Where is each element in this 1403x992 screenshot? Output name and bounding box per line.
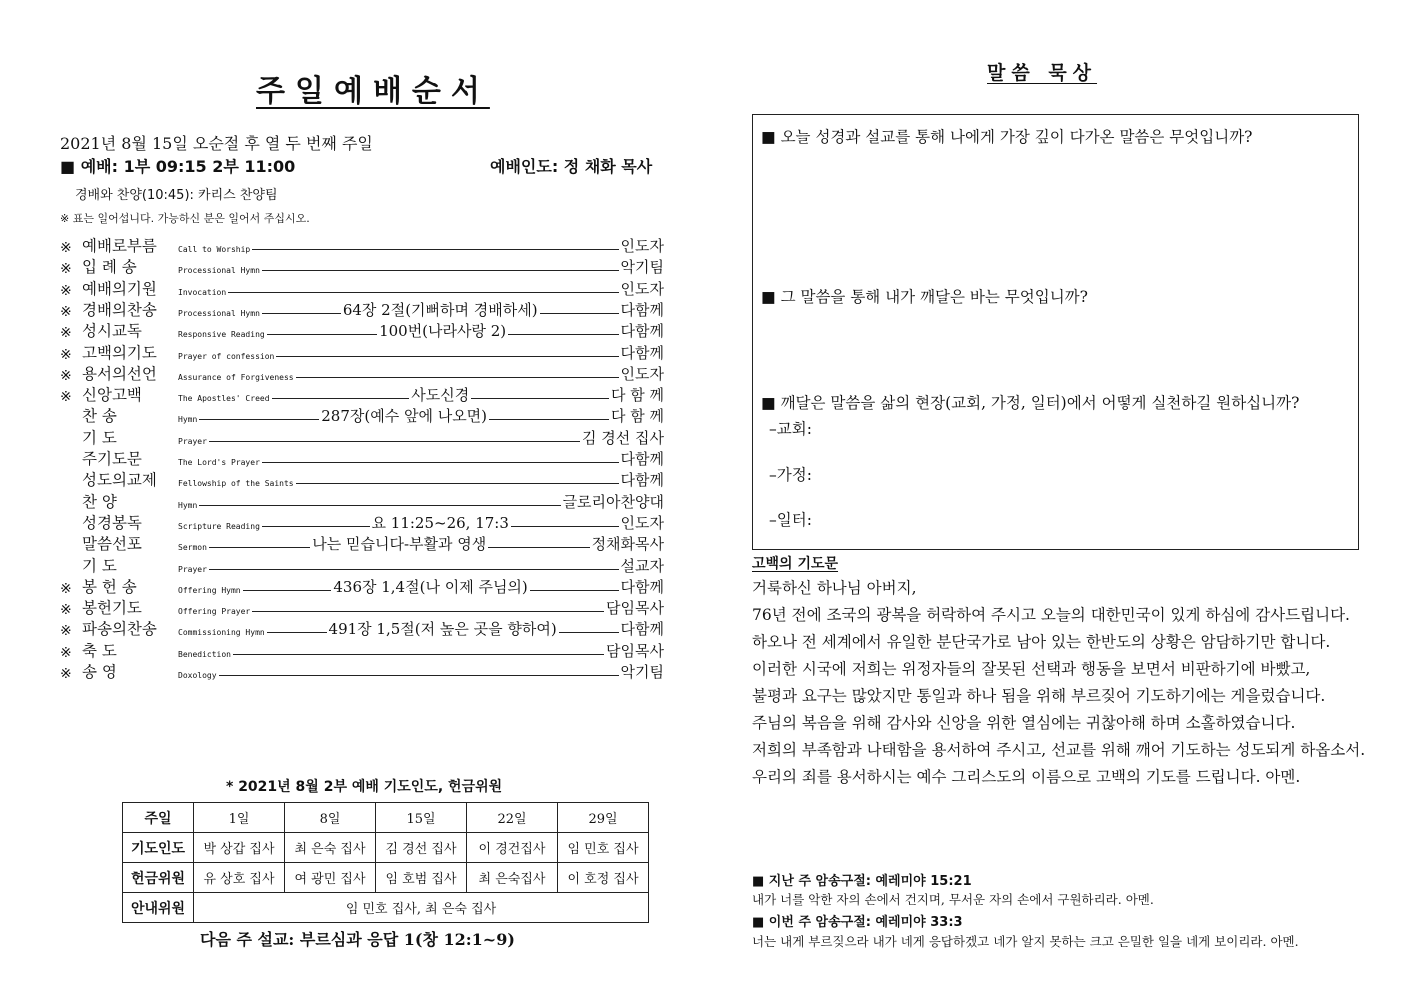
order-item-name: 파송의찬송 (82, 620, 157, 639)
service-date-line: 2021년 8월 15일 오순절 후 열 두 번째 주일 (60, 134, 373, 153)
order-row (60, 618, 664, 639)
order-row (60, 384, 664, 405)
order-item-english: Prayer (178, 564, 207, 574)
order-item-person: 글로리아찬양대 (562, 492, 664, 511)
answer-work-label: –일터: (769, 511, 812, 529)
order-item-name: 봉헌기도 (82, 599, 142, 618)
leader-line (252, 611, 604, 612)
bulletin-title: 주일예배순서 (256, 74, 490, 109)
roster-cell: 유 상호 집사 (194, 863, 285, 893)
leader-line (508, 334, 618, 335)
order-item-person: 악기팀 (620, 258, 664, 277)
leader-line (262, 313, 341, 314)
prayer-line: 주님의 복음을 위해 감사와 신앙을 위한 열심에는 귀찮아해 하며 소홀하였습니다. (752, 714, 1296, 732)
roster-header-cell: 8일 (285, 803, 376, 833)
memory-verse-this-text: 너는 내게 부르짖으라 내가 네게 응답하겠고 네가 알지 못하는 크고 은밀한 일을 네게 보이리라. 아멘. (752, 934, 1299, 949)
roster-cell: 여 광민 집사 (285, 863, 376, 893)
order-item-person: 인도자 (620, 279, 664, 298)
roster-usher-cell: 임 민호 집사, 최 은숙 집사 (194, 893, 649, 923)
leader-line (267, 334, 377, 335)
worship-times: ■ 예배: 1부 09:15 2부 11:00 (60, 157, 296, 176)
order-item-person: 인도자 (620, 513, 664, 532)
leader-line (262, 462, 619, 463)
leader-line (228, 292, 618, 293)
stand-note: ※ 표는 일어섭니다. 가능하신 분은 일어서 주십시오. (60, 212, 310, 225)
order-item-name: 기 도 (82, 428, 117, 447)
roster-cell: 임 민호 집사 (558, 833, 649, 863)
order-item-english: Assurance of Forgiveness (178, 372, 294, 382)
order-item-content: 요 11:25~26, 17:3 (371, 513, 509, 532)
memory-verse-this-heading: ■ 이번 주 암송구절: 예레미야 33:3 (752, 915, 963, 930)
order-item-person: 인도자 (620, 237, 664, 255)
stand-mark: ※ (60, 644, 72, 661)
leader-line (488, 547, 589, 548)
order-item-name: 입 례 송 (82, 258, 137, 277)
order-item-person: 담임목사 (606, 599, 664, 618)
order-item-english: Responsive Reading (178, 330, 265, 340)
roster-header-cell: 주일 (123, 803, 194, 833)
next-sermon: 다음 주 설교: 부르심과 응답 1(창 12:1~9) (200, 930, 515, 949)
leader-line (267, 632, 327, 633)
order-row (60, 405, 664, 426)
order-item-english: Processional Hymn (178, 308, 260, 318)
roster-row-prayer (123, 833, 649, 863)
roster-table (122, 802, 649, 923)
prayer-line: 우리의 죄를 용서하시는 예수 그리스도의 이름으로 고백의 기도를 드립니다. 아멘. (752, 768, 1301, 786)
praise-team-line: 경배와 찬양(10:45): 카리스 찬양팀 (75, 188, 278, 203)
stand-mark: ※ (60, 666, 72, 682)
order-item-content: 100번(나라사랑 2) (379, 322, 507, 341)
order-item-name: 예배로부름 (82, 237, 157, 255)
order-row (60, 256, 664, 277)
roster-caption: * 2021년 8월 2부 예배 기도인도, 헌금위원 (226, 779, 503, 795)
meditation-question-3: ■ 깨달은 말씀을 삶의 현장(교회, 가정, 일터)에서 어떻게 실천하길 원하십니까? (761, 394, 1300, 412)
order-item-person: 다 함 께 (611, 407, 665, 426)
order-item-name: 주기도문 (82, 450, 142, 468)
order-item-english: Hymn (178, 415, 198, 425)
meditation-question-1: ■ 오늘 성경과 설교를 통해 나에게 가장 깊이 다가온 말씀은 무엇입니까? (761, 128, 1253, 146)
roster-cell: 박 상갑 집사 (194, 833, 285, 863)
roster-cell: 김 경선 집사 (376, 833, 467, 863)
order-item-name: 기 도 (82, 556, 117, 575)
order-item-name: 찬 양 (82, 492, 117, 511)
order-item-person: 정채화목사 (591, 535, 665, 554)
leader-line (199, 505, 560, 506)
order-item-english: Commissioning Hymn (178, 628, 265, 638)
order-row (60, 533, 664, 554)
order-item-person: 다함께 (620, 343, 664, 362)
order-item-content: 사도신경 (411, 386, 470, 405)
order-row (60, 342, 664, 363)
order-item-name: 축 도 (82, 641, 117, 660)
roster-row-label: 기도인도 (123, 833, 194, 863)
order-item-english: Benediction (178, 649, 231, 659)
order-item-name: 말씀선포 (82, 535, 142, 554)
order-item-content: 나는 믿습니다-부활과 영생 (312, 535, 487, 554)
prayer-line: 불평과 요구는 많았지만 통일과 하나 됨을 위해 부르짖어 기도하기에는 게을렀습니다. (752, 687, 1326, 705)
order-row (60, 555, 664, 576)
order-row (60, 320, 664, 341)
roster-row-usher (123, 893, 649, 923)
leader-line (233, 654, 604, 655)
roster-cell: 이 호정 집사 (558, 863, 649, 893)
leader-line (296, 377, 619, 378)
order-row (60, 427, 664, 448)
prayer-title: 고백의 기도문 (752, 556, 839, 572)
order-item-name: 경배의찬송 (82, 300, 157, 319)
leader-line (209, 569, 619, 570)
worship-leader: 예배인도: 정 채화 목사 (490, 157, 653, 176)
order-row (60, 576, 664, 597)
leader-line (199, 419, 319, 420)
memory-verse-last-text: 내가 너를 악한 자의 손에서 건지며, 무서운 자의 손에서 구원하리라. 아멘. (752, 892, 1154, 907)
order-row (60, 448, 664, 469)
roster-row-offering (123, 863, 649, 893)
order-item-english: The Apostles' Creed (178, 394, 270, 404)
order-item-name: 고백의기도 (82, 343, 157, 362)
order-item-name: 용서의선언 (82, 364, 157, 383)
order-item-english: Fellowship of the Saints (178, 479, 294, 489)
order-item-name: 신앙고백 (82, 386, 142, 405)
leader-line (262, 270, 619, 271)
order-item-person: 담임목사 (606, 641, 664, 660)
leader-line (209, 441, 580, 442)
prayer-line: 하오나 전 세계에서 유일한 분단국가로 남아 있는 한반도의 상황은 암담하기만 합니다. (752, 633, 1331, 651)
prayer-line: 76년 전에 조국의 광복을 허락하여 주시고 오늘의 대한민국이 있게 하심에 감사드립니다. (752, 606, 1350, 624)
meditation-title: 말씀 묵상 (987, 62, 1098, 84)
order-item-english: Offering Hymn (178, 585, 241, 595)
order-item-name: 성도의교제 (82, 471, 157, 490)
order-row (60, 661, 664, 682)
order-item-english: The Lord's Prayer (178, 458, 260, 467)
order-item-person: 김 경선 집사 (582, 428, 664, 447)
roster-cell: 최 은숙집사 (467, 863, 558, 893)
roster-row-label: 헌금위원 (123, 863, 194, 893)
order-item-english: Prayer of confession (178, 351, 275, 361)
order-item-name: 송 영 (82, 663, 117, 681)
order-item-person: 인도자 (620, 364, 664, 383)
order-row (60, 469, 664, 490)
prayer-line: 거룩하신 하나님 아버지, (752, 579, 917, 597)
order-item-content: 64장 2절(기뻐하며 경배하세) (342, 300, 538, 319)
order-item-name: 봉 헌 송 (82, 577, 137, 596)
leader-line (219, 675, 619, 676)
order-row (60, 363, 664, 384)
memory-verse-last-heading: ■ 지난 주 암송구절: 예레미야 15:21 (752, 874, 972, 889)
stand-mark: ※ (60, 325, 72, 342)
order-item-name: 찬 송 (82, 407, 117, 426)
roster-header-cell: 29일 (558, 803, 649, 833)
leader-line (559, 632, 619, 633)
leader-line (209, 547, 310, 548)
order-item-person: 다함께 (620, 322, 665, 341)
order-item-person: 다함께 (620, 471, 664, 490)
order-item-person: 다함께 (620, 620, 665, 639)
leader-line (243, 590, 332, 591)
answer-home-label: –가정: (769, 466, 812, 484)
order-item-person: 다함께 (620, 450, 664, 468)
order-item-content: 436장 1,4절(나 이제 주님의) (333, 577, 528, 596)
order-item-content: 287장(예수 앞에 나오면) (321, 407, 488, 426)
leader-line (276, 356, 618, 357)
stand-mark: ※ (60, 367, 72, 384)
roster-header-cell: 1일 (194, 803, 285, 833)
roster-row-label: 안내위원 (123, 893, 194, 923)
order-row (60, 640, 664, 661)
roster-cell: 임 호범 집사 (376, 863, 467, 893)
order-item-content: 491장 1,5절(저 높은 곳을 향하여) (328, 620, 557, 639)
order-item-english: Prayer (178, 436, 207, 446)
stand-mark: ※ (60, 389, 72, 406)
stand-mark: ※ (60, 346, 72, 363)
stand-mark: ※ (60, 580, 72, 597)
leader-line (252, 249, 618, 250)
meditation-question-2: ■ 그 말씀을 통해 내가 깨달은 바는 무엇입니까? (761, 288, 1088, 306)
order-row (60, 597, 664, 618)
stand-mark: ※ (60, 282, 72, 299)
order-row (60, 235, 664, 256)
answer-church-label: –교회: (769, 420, 812, 438)
stand-mark: ※ (60, 623, 72, 640)
order-item-name: 성경봉독 (82, 513, 142, 532)
stand-mark: ※ (60, 303, 72, 320)
order-row (60, 491, 664, 512)
order-row (60, 512, 664, 533)
order-item-english: Hymn (178, 500, 198, 510)
order-item-english: Call to Worship (178, 245, 251, 254)
leader-line (471, 398, 609, 399)
order-item-name: 예배의기원 (82, 279, 157, 298)
order-item-person: 다함께 (620, 300, 664, 319)
meditation-box (752, 114, 1359, 550)
order-item-english: Doxology (178, 671, 217, 680)
order-item-person: 악기팀 (620, 663, 664, 681)
order-item-person: 다 함 께 (610, 386, 664, 405)
stand-mark: ※ (60, 602, 72, 619)
stand-mark: ※ (60, 240, 72, 256)
order-item-english: Sermon (178, 543, 207, 553)
stand-mark: ※ (60, 261, 72, 278)
roster-header-cell: 15일 (376, 803, 467, 833)
leader-line (272, 398, 410, 399)
roster-cell: 최 은숙 집사 (285, 833, 376, 863)
order-item-name: 성시교독 (82, 322, 142, 341)
leader-line (489, 419, 609, 420)
leader-line (540, 313, 619, 314)
leader-line (530, 590, 619, 591)
prayer-line: 이러한 시국에 저희는 위정자들의 잘못된 선택과 행동을 보면서 비판하기에 바빴고, (752, 660, 1311, 678)
order-row (60, 299, 664, 320)
order-item-english: Scripture Reading (178, 521, 260, 531)
order-row (60, 278, 664, 299)
order-item-person: 설교자 (620, 556, 664, 575)
order-item-english: Offering Prayer (178, 607, 251, 617)
roster-cell: 이 경건집사 (467, 833, 558, 863)
roster-header-cell: 22일 (467, 803, 558, 833)
leader-line (296, 483, 619, 484)
prayer-line: 저희의 부족함과 나태함을 용서하여 주시고, 선교를 위해 깨어 기도하는 성도되게 하옵소서. (752, 741, 1366, 759)
order-item-english: Processional Hymn (178, 266, 260, 276)
roster-header-row (123, 803, 649, 833)
leader-line (511, 526, 619, 527)
leader-line (262, 526, 370, 527)
order-item-person: 다함께 (620, 577, 664, 596)
order-item-english: Invocation (178, 287, 227, 297)
